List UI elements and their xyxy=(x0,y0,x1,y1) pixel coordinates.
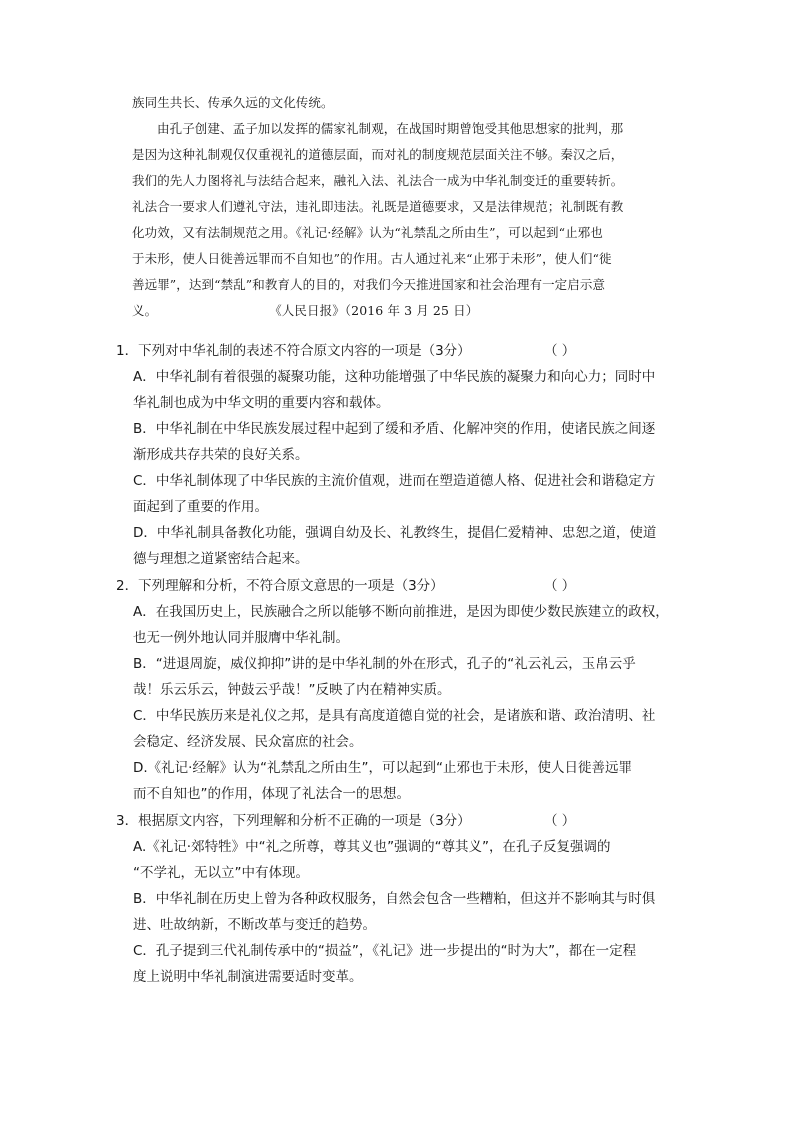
option-text: 德与理想之道紧密结合起来。 xyxy=(133,551,309,567)
option-text: C．中华礼制体现了中华民族的主流价值观，进而在塑造道德人格、促进社会和谐稳定方 xyxy=(133,473,656,489)
option-text: 也无一例外地认同并服膺中华礼制。 xyxy=(133,630,349,646)
option-text: 会稳定、经济发展、民众富庶的社会。 xyxy=(133,734,363,750)
option-text: B．中华礼制在中华民族发展过程中起到了缓和矛盾、化解冲突的作用，使诸民族之间逐 xyxy=(133,421,656,437)
passage-line: 是因为这种礼制观仅仅重视礼的道德层面，而对礼的制度规范层面关注不够。秦汉之后， xyxy=(132,147,624,162)
option-text: D．中华礼制具备教化功能，强调自幼及长、礼教终生，提倡仁爱精神、忠恕之道，使道 xyxy=(133,525,657,541)
option-text: A.《礼记·郊特牲》中“礼之所尊，尊其义也”强调的“尊其义”，在孔子反复强调的 xyxy=(133,839,611,855)
passage-line: 由孔子创建、孟子加以发挥的儒家礼制观，在战国时期曾饱受其他思想家的批判，那 xyxy=(157,121,624,136)
option-b[interactable] xyxy=(116,651,676,703)
option-c[interactable] xyxy=(116,703,676,755)
question-3 xyxy=(116,808,676,990)
option-text: C．中华民族历来是礼仪之邦，是具有高度道德自觉的社会，是诸族和谐、政治清明、社 xyxy=(133,708,656,724)
option-text: 哉！乐云乐云，钟鼓云乎哉！”反映了内在精神实质。 xyxy=(133,682,451,698)
reading-passage xyxy=(132,90,662,324)
option-text: 而不自知也”的作用，体现了礼法合一的思想。 xyxy=(133,786,410,802)
option-b[interactable] xyxy=(116,416,676,468)
question-list xyxy=(116,338,676,991)
passage-line: 义。 xyxy=(132,303,158,318)
option-text: B．“进退周旋，威仪抑抑”讲的是中华礼制的外在形式，孔子的“礼云礼云，玉帛云乎 xyxy=(133,656,636,672)
option-text: 进、吐故纳新，不断改革与变迁的趋势。 xyxy=(133,917,376,933)
question-1 xyxy=(116,338,676,572)
option-text: “不学礼，无以立”中有体现。 xyxy=(133,865,309,881)
option-c[interactable] xyxy=(116,938,676,990)
option-text: A．中华礼制有着很强的凝聚功能，这种功能增强了中华民族的凝聚力和向心力；同时中 xyxy=(133,369,656,385)
answer-blank[interactable]: （ ） xyxy=(544,813,576,829)
option-a[interactable] xyxy=(116,834,676,886)
option-text: 华礼制也成为中华文明的重要内容和载体。 xyxy=(133,395,390,411)
question-stem: 3．根据原文内容，下列理解和分析不正确的一项是（3分） xyxy=(116,813,471,829)
option-text: D.《礼记·经解》认为“礼禁乱之所由生”，可以起到“止邪也于未形，使人日徙善远罪 xyxy=(133,760,632,776)
option-d[interactable] xyxy=(116,520,676,572)
passage-line: 我们的先人力图将礼与法结合起来，融礼入法、礼法合一成为中华礼制变迁的重要转折。 xyxy=(132,173,624,188)
passage-line: 于未形，使人日徙善远罪而不自知也”的作用。古人通过礼来“止邪于未形”，使人们“徙 xyxy=(132,251,612,266)
option-c[interactable] xyxy=(116,468,676,520)
passage-line: 善远罪”，达到“禁乱”和教育人的目的，对我们今天推进国家和社会治理有一定启示意 xyxy=(132,277,606,292)
passage-line: 化功效，又有法制规范之用。《礼记·经解》认为“礼禁乱之所由生”，可以起到“止邪也 xyxy=(132,225,603,240)
option-a[interactable] xyxy=(116,364,676,416)
question-stem: 1．下列对中华礼制的表述不符合原文内容的一项是（3分） xyxy=(116,343,471,359)
passage-line: 礼法合一要求人们遵礼守法，违礼即违法。礼既是道德要求，又是法律规范；礼制既有教 xyxy=(132,199,624,214)
passage-source: 《人民日报》（2016 年 3 月 25 日） xyxy=(269,303,479,318)
option-text: C．孔子提到三代礼制传承中的“损益”，《礼记》进一步提出的“时为大”，都在一定程 xyxy=(133,943,637,959)
question-2 xyxy=(116,573,676,807)
question-stem: 2．下列理解和分析，不符合原文意思的一项是（3分） xyxy=(116,578,444,594)
passage-line: 族同生共长、传承久远的文化传统。 xyxy=(132,95,334,110)
option-text: B．中华礼制在历史上曾为各种政权服务，自然会包含一些糟粕，但这并不影响其与时俱 xyxy=(133,891,656,907)
option-a[interactable] xyxy=(116,599,676,651)
option-text: A．在我国历史上，民族融合之所以能够不断向前推进，是因为即使少数民族建立的政权， xyxy=(133,604,669,620)
option-text: 度上说明中华礼制演进需要适时变革。 xyxy=(133,969,363,985)
passage-last-line xyxy=(132,298,662,324)
option-text: 渐形成共存共荣的良好关系。 xyxy=(133,447,309,463)
answer-blank[interactable]: （ ） xyxy=(544,343,576,359)
answer-blank[interactable]: （ ） xyxy=(544,578,576,594)
option-text: 面起到了重要的作用。 xyxy=(133,499,268,515)
option-b[interactable] xyxy=(116,886,676,938)
option-d[interactable] xyxy=(116,755,676,807)
